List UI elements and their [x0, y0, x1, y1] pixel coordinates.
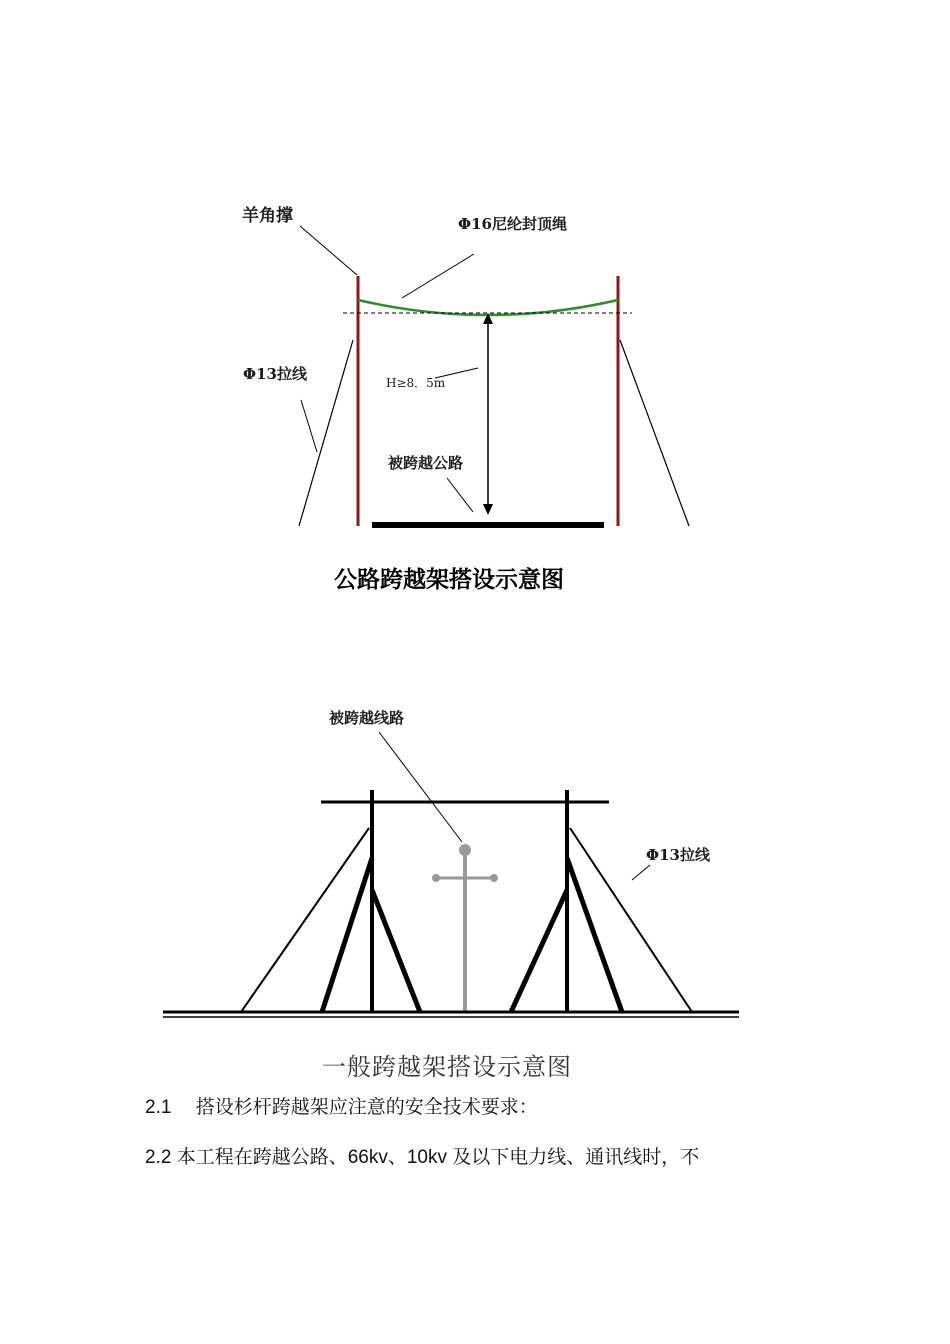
right-guy-wire — [620, 340, 689, 526]
caption-road-crossing: 公路跨越架搭设示意图 — [334, 567, 564, 593]
left-brace-outer — [322, 858, 372, 1012]
crossarm-right-insulator — [490, 874, 498, 882]
body-paragraph: 2.2 本工程在跨越公路、66kv、10kv 及以下电力线、通讯线时，不 — [145, 1147, 700, 1168]
label-crossed-line: 被跨越线路 — [329, 709, 405, 727]
leader-guy — [301, 400, 317, 452]
label-height: H≥8．5m — [386, 376, 446, 390]
road-crossing-diagram — [0, 0, 950, 560]
leader-road — [447, 478, 473, 512]
left-guy-wire — [299, 340, 353, 526]
right-brace-inner — [511, 890, 567, 1012]
right-brace-outer — [567, 858, 622, 1012]
leader-brace — [300, 226, 357, 275]
left-brace-inner — [372, 890, 420, 1012]
caption-general-crossing: 一般跨越架搭设示意图 — [322, 1053, 572, 1081]
leader-rope — [402, 254, 474, 298]
general-crossing-diagram — [0, 680, 950, 1100]
label-road: 被跨越公路 — [388, 454, 464, 472]
top-rope — [358, 300, 618, 315]
crossarm-left-insulator — [432, 874, 440, 882]
arrow-head-bottom — [483, 504, 493, 515]
label-guy-wire-2: Φ13拉线 — [646, 846, 710, 864]
leader-crossed-line — [379, 732, 462, 842]
pole-top-insulator — [459, 844, 471, 856]
leader-guy-2 — [632, 865, 650, 880]
label-guy-wire-1: Φ13拉线 — [243, 365, 307, 383]
label-top-rope: Φ16尼纶封顶绳 — [458, 215, 567, 233]
label-sheep-horn-brace: 羊角撑 — [242, 206, 293, 226]
section-heading: 2.1 搭设杉杆跨越架应注意的安全技术要求： — [145, 1097, 538, 1118]
